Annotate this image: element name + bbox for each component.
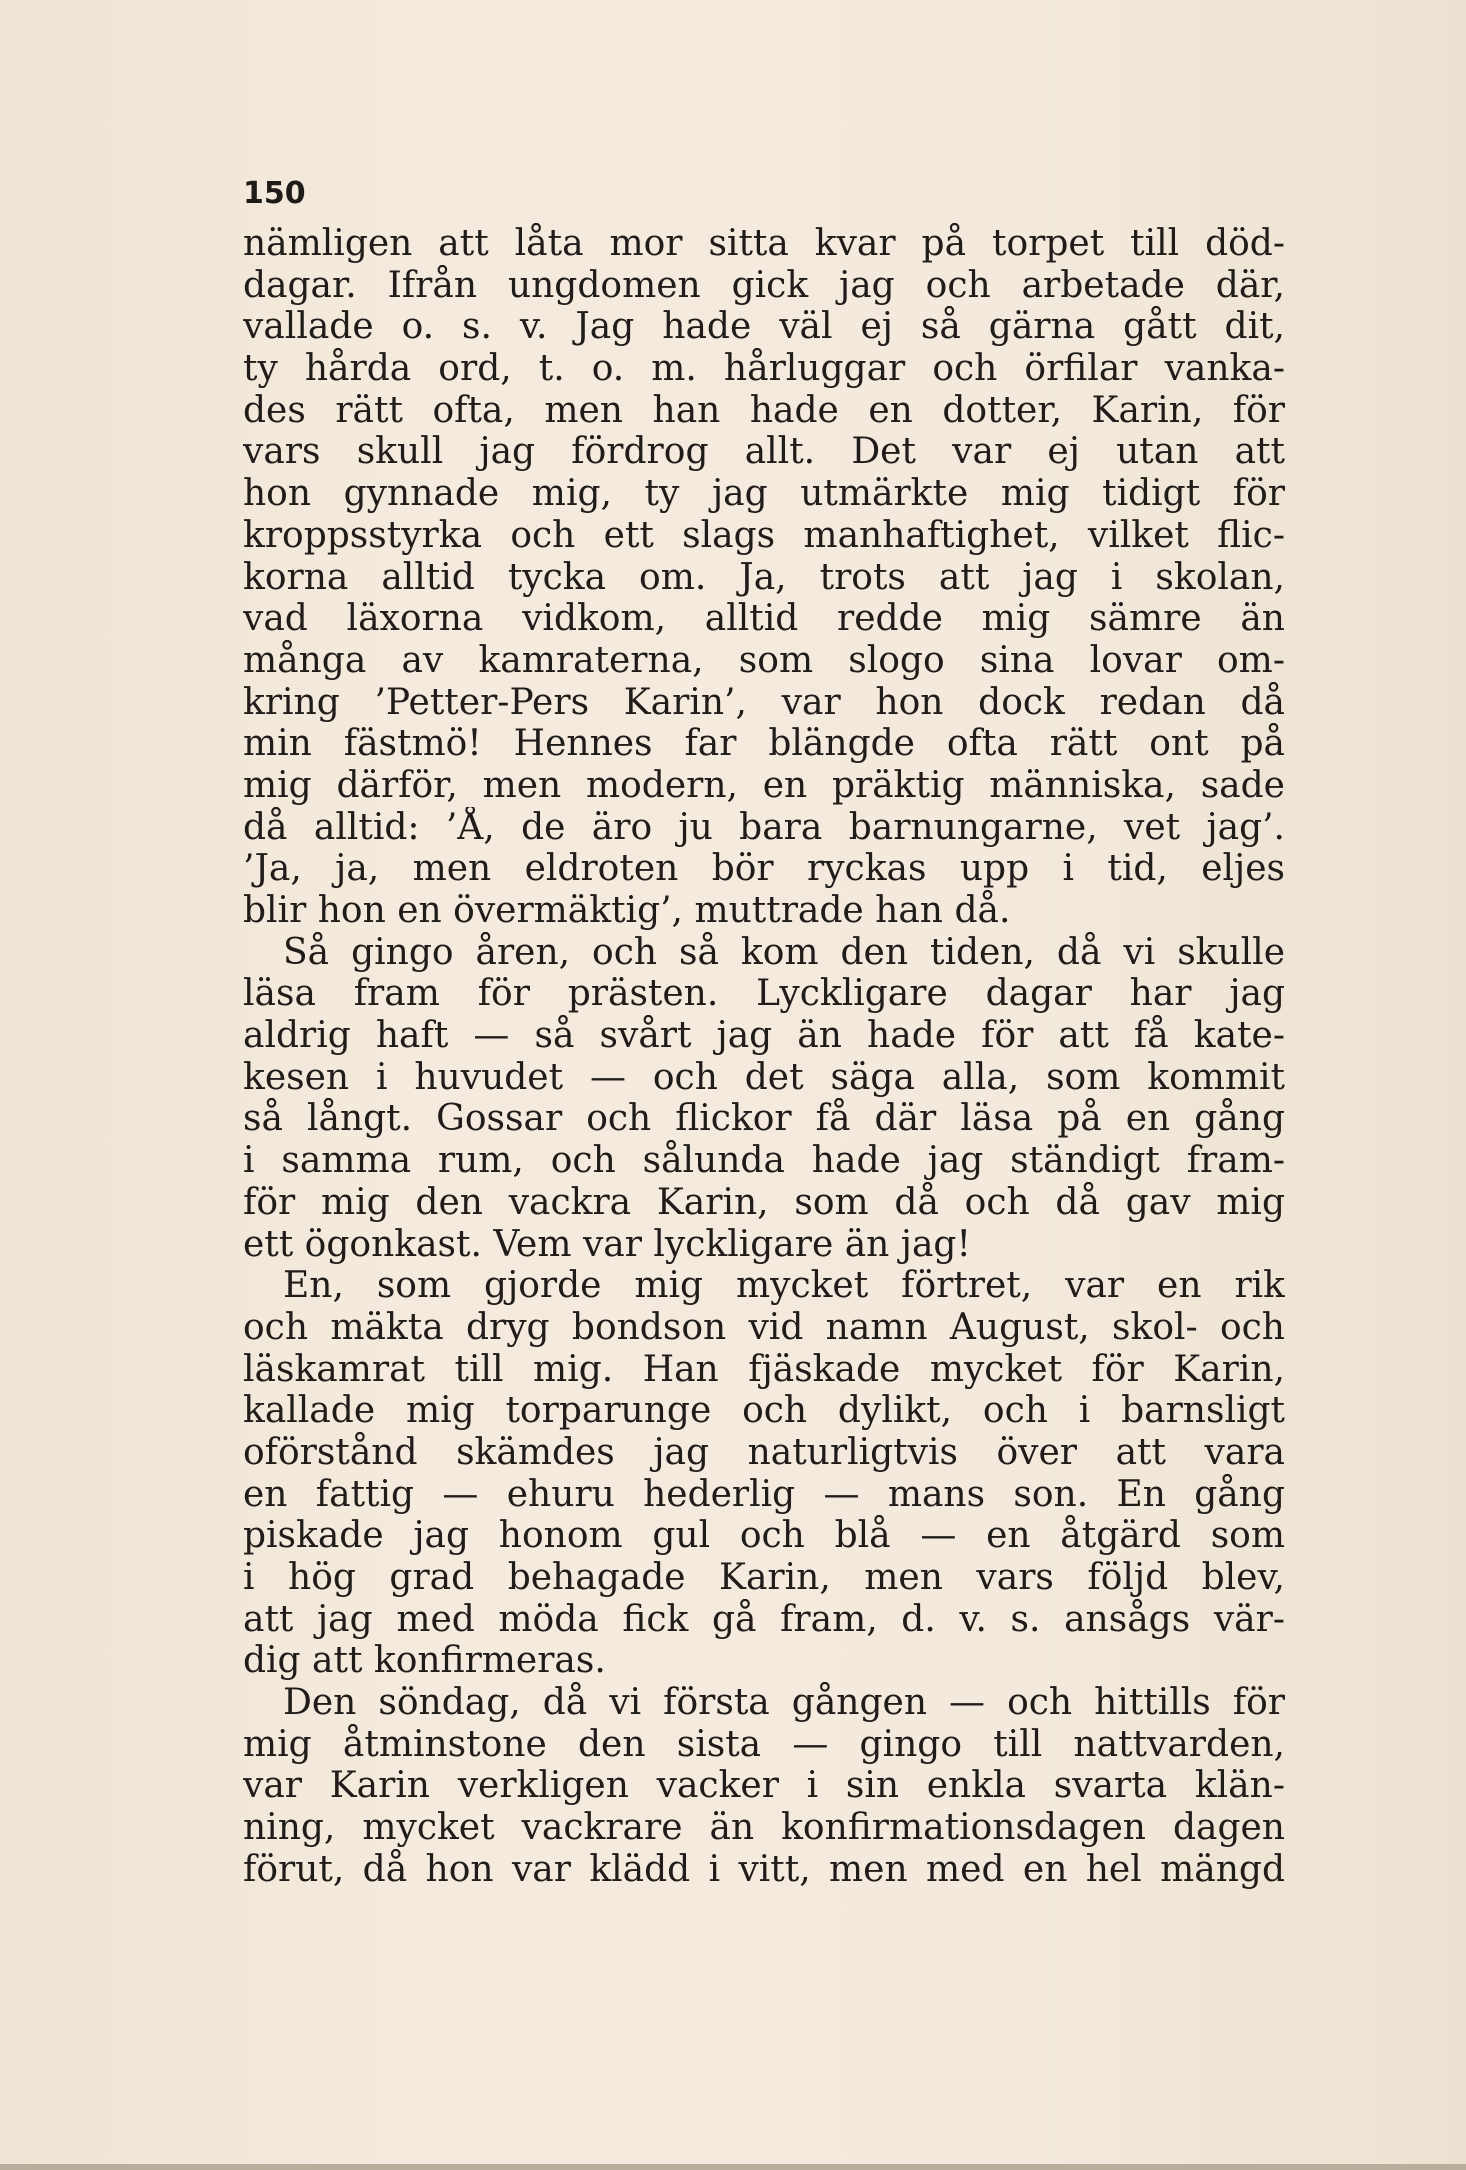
text-line: i hög grad behagade Karin, men vars följd blev, [243, 1557, 1285, 1598]
text-line: kesen i huvudet — och det säga alla, som kommit [243, 1056, 1285, 1098]
text-line: dig att konfirmeras. [243, 1640, 606, 1682]
text-line: korna alltid tycka om. Ja, trots att jag i skolan, [243, 556, 1285, 598]
text-line: i samma rum, och sålunda hade jag ständigt fram- [243, 1140, 1285, 1182]
text-line: kroppsstyrka och ett slags manhaftighet, vilket flic- [243, 514, 1285, 556]
text-line: dagar. Ifrån ungdomen gick jag och arbetade där, [243, 264, 1285, 306]
text-line: oförstånd skämdes jag naturligtvis över att vara [243, 1431, 1285, 1473]
text-line: nämligen att låta mor sitta kvar på torpet till död- [243, 223, 1285, 264]
text-line: att jag med möda fick gå fram, d. v. s. ansågs vär- [243, 1598, 1285, 1640]
text-line: ’Ja, ja, men eldroten bör ryckas upp i tid, eljes [243, 848, 1285, 890]
text-line: och mäkta dryg bondson vid namn August, skol- och [243, 1306, 1285, 1348]
text-line: en fattig — ehuru hederlig — mans son. En gång [243, 1473, 1285, 1515]
text-line: läsa fram för prästen. Lyckligare dagar har jag [243, 973, 1285, 1015]
text-line: hon gynnade mig, ty jag utmärkte mig tidigt för [243, 473, 1285, 515]
text-line: des rätt ofta, men han hade en dotter, Karin, för [243, 389, 1285, 431]
text-line: En, som gjorde mig mycket förtret, var en rik [283, 1265, 1285, 1307]
text-line: blir hon en övermäktig’, muttrade han då. [243, 890, 1011, 931]
text-line: läskamrat till mig. Han fjäskade mycket för Karin, [243, 1348, 1285, 1390]
text-line: var Karin verkligen vacker i sin enkla svarta klän- [243, 1765, 1285, 1807]
text-line: Så gingo åren, och så kom den tiden, då vi skulle [283, 931, 1285, 973]
text-line: min fästmö! Hennes far blängde ofta rätt ont på [243, 723, 1285, 765]
page-edge [0, 2164, 1466, 2170]
page-number: 150 [243, 176, 306, 211]
text-line: kallade mig torparunge och dylikt, och i barnsligt [243, 1390, 1285, 1432]
text-line: vallade o. s. v. Jag hade väl ej så gärna gått dit, [243, 306, 1285, 348]
text-line: ett ögonkast. Vem var lyckligare än jag! [243, 1223, 971, 1265]
text-line: vars skull jag fördrog allt. Det var ej utan att [243, 431, 1285, 473]
text-line: piskade jag honom gul och blå — en åtgärd som [243, 1515, 1285, 1557]
body-text [243, 223, 1285, 1891]
text-line: kring ’Petter-Pers Karin’, var hon dock redan då [243, 681, 1285, 723]
text-line: Den söndag, då vi första gången — och hittills för [283, 1682, 1285, 1724]
text-line: många av kamraterna, som slogo sina lovar om- [243, 639, 1285, 681]
text-line: då alltid: ’Å, de äro ju bara barnungarne, vet jag’. [243, 806, 1285, 848]
text-line: ning, mycket vackrare än konfirmationsdagen dagen [243, 1807, 1285, 1849]
text-line: vad läxorna vidkom, alltid redde mig sämre än [243, 598, 1285, 640]
text-line: mig åtminstone den sista — gingo till nattvarden, [243, 1723, 1285, 1765]
text-line: aldrig haft — så svårt jag än hade för att få kate- [243, 1015, 1285, 1057]
text-line: för mig den vackra Karin, som då och då gav mig [243, 1181, 1285, 1223]
text-line: mig därför, men modern, en präktig människa, sade [243, 764, 1285, 806]
text-line: ty hårda ord, t. o. m. hårluggar och örfilar vanka- [243, 348, 1285, 390]
text-line: förut, då hon var klädd i vitt, men med en hel mängd [243, 1848, 1285, 1890]
text-line: så långt. Gossar och flickor få där läsa på en gång [243, 1098, 1285, 1140]
